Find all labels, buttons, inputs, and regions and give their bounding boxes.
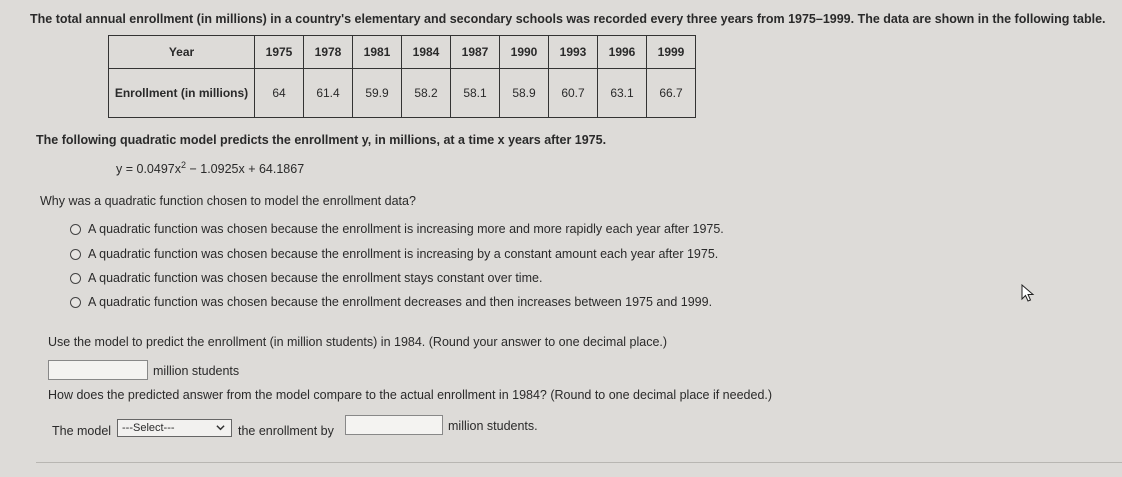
equation-lhs: y = 0.0497x (116, 162, 181, 177)
year-cell: 1987 (451, 36, 500, 69)
compare-question: How does the predicted answer from the model compare to the actual enrollment in 1984? (Round to one decimal place if needed.) (48, 388, 773, 402)
problem-intro: The total annual enrollment (in millions) in a country's elementary and secondary schools was recorded every three years from 1975–1999. The data are shown in the following table. (30, 12, 1106, 26)
radio-button[interactable] (70, 224, 81, 235)
enrollment-cell: 59.9 (353, 69, 402, 118)
enrollment-cell: 63.1 (598, 69, 647, 118)
enrollment-table (108, 35, 696, 118)
year-cell: 1975 (255, 36, 304, 69)
compare-select[interactable] (117, 419, 232, 437)
option-label: A quadratic function was chosen because the enrollment stays constant over time. (88, 271, 543, 285)
option-label: A quadratic function was chosen because the enrollment decreases and then increases between 1975 and 1999. (88, 295, 713, 309)
option-stays-constant[interactable] (70, 271, 542, 285)
select-value: ---Select--- (122, 422, 175, 434)
radio-button[interactable] (70, 249, 81, 260)
equation-exponent: 2 (180, 160, 186, 170)
predict-question: Use the model to predict the enrollment (in million students) in 1984. (Round your answer to one decimal place.) (48, 335, 668, 349)
question-text: Why was a quadratic function chosen to model the enrollment data? (40, 194, 416, 208)
equation-rhs: − 1.0925x + 64.1867 (186, 162, 305, 177)
year-cell: 1978 (304, 36, 353, 69)
enrollment-cell: 61.4 (304, 69, 353, 118)
table-row-years (109, 36, 696, 69)
table-row-enrollment (109, 69, 696, 118)
chevron-down-icon (216, 423, 225, 432)
option-constant-increase[interactable] (70, 247, 718, 261)
year-cell: 1981 (353, 36, 402, 69)
enrollment-cell: 58.9 (500, 69, 549, 118)
year-cell: 1996 (598, 36, 647, 69)
enrollment-cell: 58.1 (451, 69, 500, 118)
radio-button[interactable] (70, 273, 81, 284)
model-label: The model (52, 424, 112, 438)
compare-unit-label: million students. (448, 419, 538, 433)
table-header-enrollment: Enrollment (in millions) (109, 69, 255, 118)
year-cell: 1990 (500, 36, 549, 69)
model-intro-text: The following quadratic model predicts the enrollment y, in millions, at a time x years after 1975. (36, 133, 607, 147)
enrollment-cell: 58.2 (402, 69, 451, 118)
option-label: A quadratic function was chosen because the enrollment is increasing more and more rapidly each year after 1975. (88, 222, 724, 236)
compare-answer-input[interactable] (345, 415, 443, 435)
divider (36, 462, 1122, 463)
option-increasing-rapidly[interactable] (70, 222, 724, 236)
enrollment-cell: 60.7 (549, 69, 598, 118)
predict-unit-label: million students (153, 364, 240, 378)
predict-answer-input[interactable] (48, 360, 148, 380)
year-cell: 1993 (549, 36, 598, 69)
table-header-year: Year (109, 36, 255, 69)
enrollment-cell: 64 (255, 69, 304, 118)
quadratic-equation (116, 160, 304, 176)
after-select-text: the enrollment by (238, 424, 334, 438)
mouse-pointer-icon (1021, 284, 1035, 302)
year-cell: 1999 (647, 36, 696, 69)
option-label: A quadratic function was chosen because the enrollment is increasing by a constant amount each year after 1975. (88, 247, 719, 261)
year-cell: 1984 (402, 36, 451, 69)
enrollment-cell: 66.7 (647, 69, 696, 118)
radio-button[interactable] (70, 297, 81, 308)
option-decreases-then-increases[interactable] (70, 295, 712, 309)
